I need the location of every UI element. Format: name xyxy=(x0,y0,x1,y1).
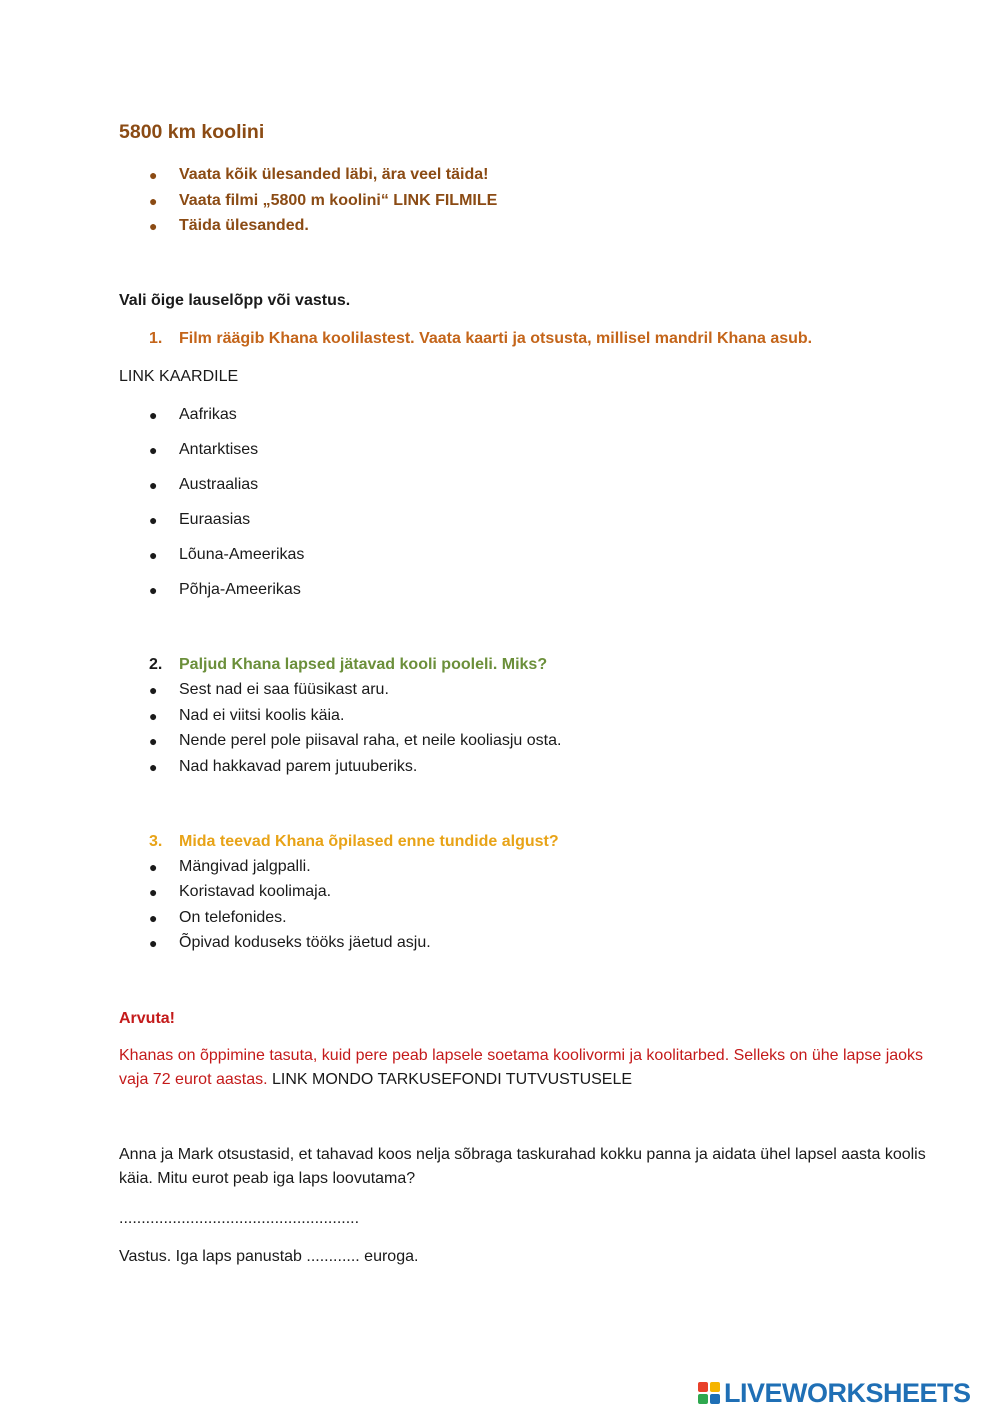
q1-option[interactable]: Põhja-Ameerikas xyxy=(179,581,301,598)
q2-option[interactable]: Sest nad ei saa füüsikast aru. xyxy=(179,681,389,698)
intro-item: Vaata kõik ülesanded läbi, ära veel täida! xyxy=(179,166,489,183)
arvuta-text: Khanas on õppimine tasuta, kuid pere peab lapsele soetama koolivormi ja koolitarbed. Selleks on ühe lapse jaoks vaja 72 eurot aastas. xyxy=(119,1047,924,1088)
bullet-icon: ● xyxy=(149,547,158,563)
bullet-icon: ● xyxy=(149,733,158,749)
bullet-icon: ● xyxy=(149,407,158,423)
q3-text: Mida teevad Khana õpilased enne tundide algust? xyxy=(179,833,559,850)
page-title: 5800 km koolini xyxy=(119,121,265,143)
bullet-icon: ● xyxy=(149,682,158,698)
bullet-icon: ● xyxy=(149,193,158,209)
q2-text: Paljud Khana lapsed jätavad kooli pooleli. Miks? xyxy=(179,656,548,673)
q1-option[interactable]: Euraasias xyxy=(179,511,251,528)
q2-option[interactable]: Nad ei viitsi koolis käia. xyxy=(179,707,345,724)
logo-text: LIVEWORKSHEETS xyxy=(724,1377,971,1408)
bullet-icon: ● xyxy=(149,910,158,926)
arvuta-question: Anna ja Mark otsustasid, et tahavad koos nelja sõbraga taskurahad kokku panna ja aidata ühel lapsel aasta koolis käia. Mitu eurot peab iga laps loovutama? xyxy=(119,1146,926,1187)
intro-item: Täida ülesanded. xyxy=(179,217,309,234)
bullet-icon: ● xyxy=(149,512,158,528)
logo-icon xyxy=(698,1382,720,1404)
q2-option[interactable]: Nende perel pole piisaval raha, et neile kooliasju osta. xyxy=(179,732,562,749)
instruction: Vali õige lauselõpp või vastus. xyxy=(119,292,351,309)
bullet-icon: ● xyxy=(149,477,158,493)
answer-input-line[interactable]: ...................................................... xyxy=(119,1210,360,1227)
q3-option[interactable]: Õpivad koduseks tööks jäetud asju. xyxy=(179,934,431,951)
mondo-link[interactable]: LINK MONDO TARKUSEFONDI TUTVUSTUSELE xyxy=(267,1071,633,1088)
map-link[interactable]: LINK KAARDILE xyxy=(119,368,239,385)
bullet-icon: ● xyxy=(149,167,158,183)
bullet-icon: ● xyxy=(149,759,158,775)
q3-option[interactable]: Mängivad jalgpalli. xyxy=(179,858,311,875)
bullet-icon: ● xyxy=(149,582,158,598)
q1-option[interactable]: Austraalias xyxy=(179,476,259,493)
bullet-icon: ● xyxy=(149,859,158,875)
bullet-icon: ● xyxy=(149,884,158,900)
arvuta-paragraph xyxy=(119,1044,939,1092)
intro-item-film-link[interactable]: Vaata filmi „5800 m koolini“ LINK FILMILE xyxy=(179,192,498,209)
q3-number: 3. xyxy=(149,833,163,850)
arvuta-heading: Arvuta! xyxy=(119,1010,176,1027)
bullet-icon: ● xyxy=(149,708,158,724)
q3-option[interactable]: On telefonides. xyxy=(179,909,287,926)
bullet-icon: ● xyxy=(149,442,158,458)
q1-option[interactable]: Lõuna-Ameerikas xyxy=(179,546,305,563)
answer-text: Vastus. Iga laps panustab ............ euroga. xyxy=(119,1248,419,1265)
q1-option[interactable]: Antarktises xyxy=(179,441,259,458)
bullet-icon: ● xyxy=(149,935,158,951)
q2-option[interactable]: Nad hakkavad parem jutuuberiks. xyxy=(179,758,418,775)
bullet-icon: ● xyxy=(149,218,158,234)
q2-number: 2. xyxy=(149,656,163,673)
liveworksheets-logo xyxy=(698,1378,971,1408)
q1-text: Film räägib Khana koolilastest. Vaata kaarti ja otsusta, millisel mandril Khana asub. xyxy=(179,330,813,347)
q1-number: 1. xyxy=(149,330,163,347)
q3-option[interactable]: Koristavad koolimaja. xyxy=(179,883,332,900)
q1-option[interactable]: Aafrikas xyxy=(179,406,237,423)
